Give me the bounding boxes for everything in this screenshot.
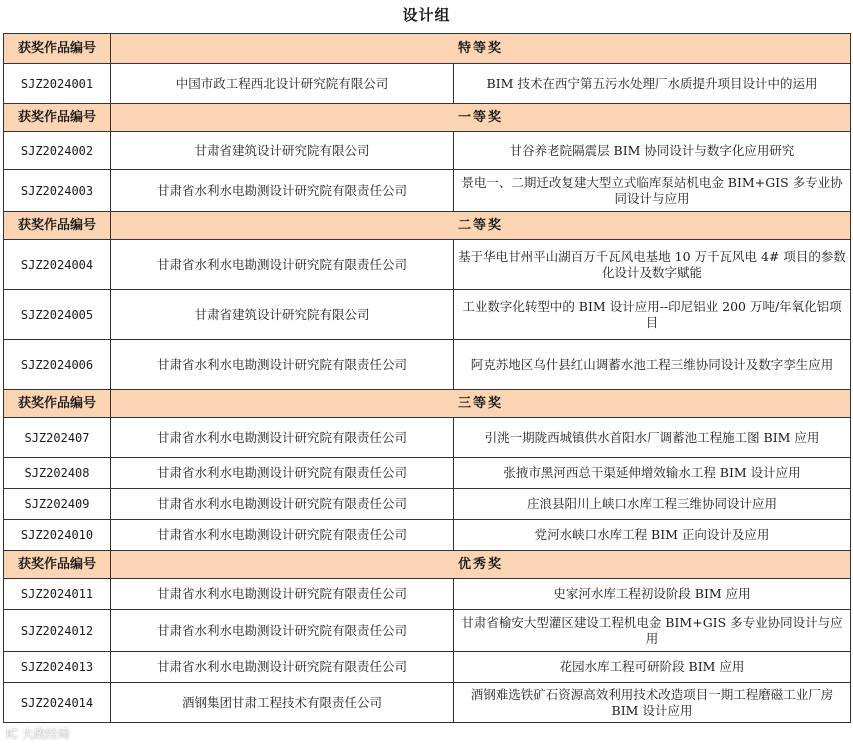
entry-org: 甘肃省水利水电勘测设计研究院有限责任公司 (111, 240, 454, 290)
entry-org: 甘肃省建筑设计研究院有限公司 (111, 290, 454, 340)
table-row (4, 489, 851, 520)
entry-code: SJZ2024011 (4, 579, 111, 610)
entry-project: 甘谷养老院隔震层 BIM 协同设计与数字化应用研究 (454, 132, 851, 170)
section-header (4, 34, 851, 64)
entry-project: 庄浪县阳川上峡口水库工程三维协同设计应用 (454, 489, 851, 520)
entry-org: 甘肃省水利水电勘测设计研究院有限责任公司 (111, 610, 454, 652)
entry-org: 甘肃省水利水电勘测设计研究院有限责任公司 (111, 520, 454, 551)
entry-code: SJZ2024010 (4, 520, 111, 551)
entry-project: 花园水库工程可研阶段 BIM 应用 (454, 652, 851, 683)
entry-project: 阿克苏地区乌什县红山调蓄水池工程三维协同设计及数字孪生应用 (454, 340, 851, 390)
grade-label: 一等奖 (111, 104, 851, 132)
entry-project: 甘肃省榆安大型灌区建设工程机电金 BIM+GIS 多专业协同设计与应用 (454, 610, 851, 652)
entry-code: SJZ202408 (4, 458, 111, 489)
table-row (4, 579, 851, 610)
entry-org: 甘肃省水利水电勘测设计研究院有限责任公司 (111, 489, 454, 520)
entry-code: SJZ202407 (4, 418, 111, 458)
entry-code: SJZ2024012 (4, 610, 111, 652)
table-row (4, 652, 851, 683)
table-row (4, 610, 851, 652)
header-label: 获奖作品编号 (4, 34, 111, 64)
entry-project: 史家河水库工程初设阶段 BIM 应用 (454, 579, 851, 610)
header-label: 获奖作品编号 (4, 212, 111, 240)
entry-project: 酒钢难选铁矿石资源高效利用技术改造项目一期工程磨磁工业厂房 BIM 设计应用 (454, 683, 851, 723)
grade-label: 优秀奖 (111, 551, 851, 579)
entry-project: 张掖市黑河西总干渠延伸增效输水工程 BIM 设计应用 (454, 458, 851, 489)
table-row (4, 683, 851, 723)
entry-org: 甘肃省水利水电勘测设计研究院有限责任公司 (111, 652, 454, 683)
entry-org: 甘肃省水利水电勘测设计研究院有限责任公司 (111, 579, 454, 610)
page-title: 设计组 (402, 6, 451, 24)
table-row (4, 458, 851, 489)
entry-project: 引洮一期陇西城镇供水首阳水厂调蓄池工程施工图 BIM 应用 (454, 418, 851, 458)
entry-project: 基于华电甘州平山湖百万千瓦风电基地 10 万千瓦风电 4# 项目的参数化设计及数字赋能 (454, 240, 851, 290)
entry-project: 工业数字化转型中的 BIM 设计应用--印尼铝业 200 万吨/年氧化铝项目 (454, 290, 851, 340)
header-label: 获奖作品编号 (4, 551, 111, 579)
header-label: 获奖作品编号 (4, 390, 111, 418)
table-row (4, 418, 851, 458)
entry-code: SJZ2024013 (4, 652, 111, 683)
table-row (4, 520, 851, 551)
entry-code: SJZ2024001 (4, 64, 111, 104)
entry-code: SJZ2024003 (4, 170, 111, 212)
table-row (4, 240, 851, 290)
entry-code: SJZ2024005 (4, 290, 111, 340)
header-label: 获奖作品编号 (4, 104, 111, 132)
entry-project: BIM 技术在西宁第五污水处理厂水质提升项目设计中的运用 (454, 64, 851, 104)
awards-table (3, 33, 851, 723)
table-row (4, 64, 851, 104)
table-row (4, 170, 851, 212)
watermark: IC 大政经局 (6, 727, 70, 741)
grade-label: 特等奖 (111, 34, 851, 64)
entry-code: SJZ2024014 (4, 683, 111, 723)
entry-code: SJZ202409 (4, 489, 111, 520)
entry-org: 酒钢集团甘肃工程技术有限责任公司 (111, 683, 454, 723)
table-row (4, 290, 851, 340)
entry-org: 中国市政工程西北设计研究院有限公司 (111, 64, 454, 104)
grade-label: 二等奖 (111, 212, 851, 240)
entry-code: SJZ2024004 (4, 240, 111, 290)
entry-project: 景电一、二期迁改复建大型立式临库泵站机电金 BIM+GIS 多专业协同设计与应用 (454, 170, 851, 212)
entry-org: 甘肃省水利水电勘测设计研究院有限责任公司 (111, 340, 454, 390)
section-header (4, 104, 851, 132)
table-row (4, 340, 851, 390)
entry-project: 党河水峡口水库工程 BIM 正向设计及应用 (454, 520, 851, 551)
section-header (4, 212, 851, 240)
entry-code: SJZ2024006 (4, 340, 111, 390)
entry-code: SJZ2024002 (4, 132, 111, 170)
awards-table-body (4, 34, 851, 723)
grade-label: 三等奖 (111, 390, 851, 418)
table-row (4, 132, 851, 170)
entry-org: 甘肃省建筑设计研究院有限公司 (111, 132, 454, 170)
entry-org: 甘肃省水利水电勘测设计研究院有限责任公司 (111, 170, 454, 212)
section-header (4, 551, 851, 579)
section-header (4, 390, 851, 418)
entry-org: 甘肃省水利水电勘测设计研究院有限责任公司 (111, 458, 454, 489)
entry-org: 甘肃省水利水电勘测设计研究院有限责任公司 (111, 418, 454, 458)
